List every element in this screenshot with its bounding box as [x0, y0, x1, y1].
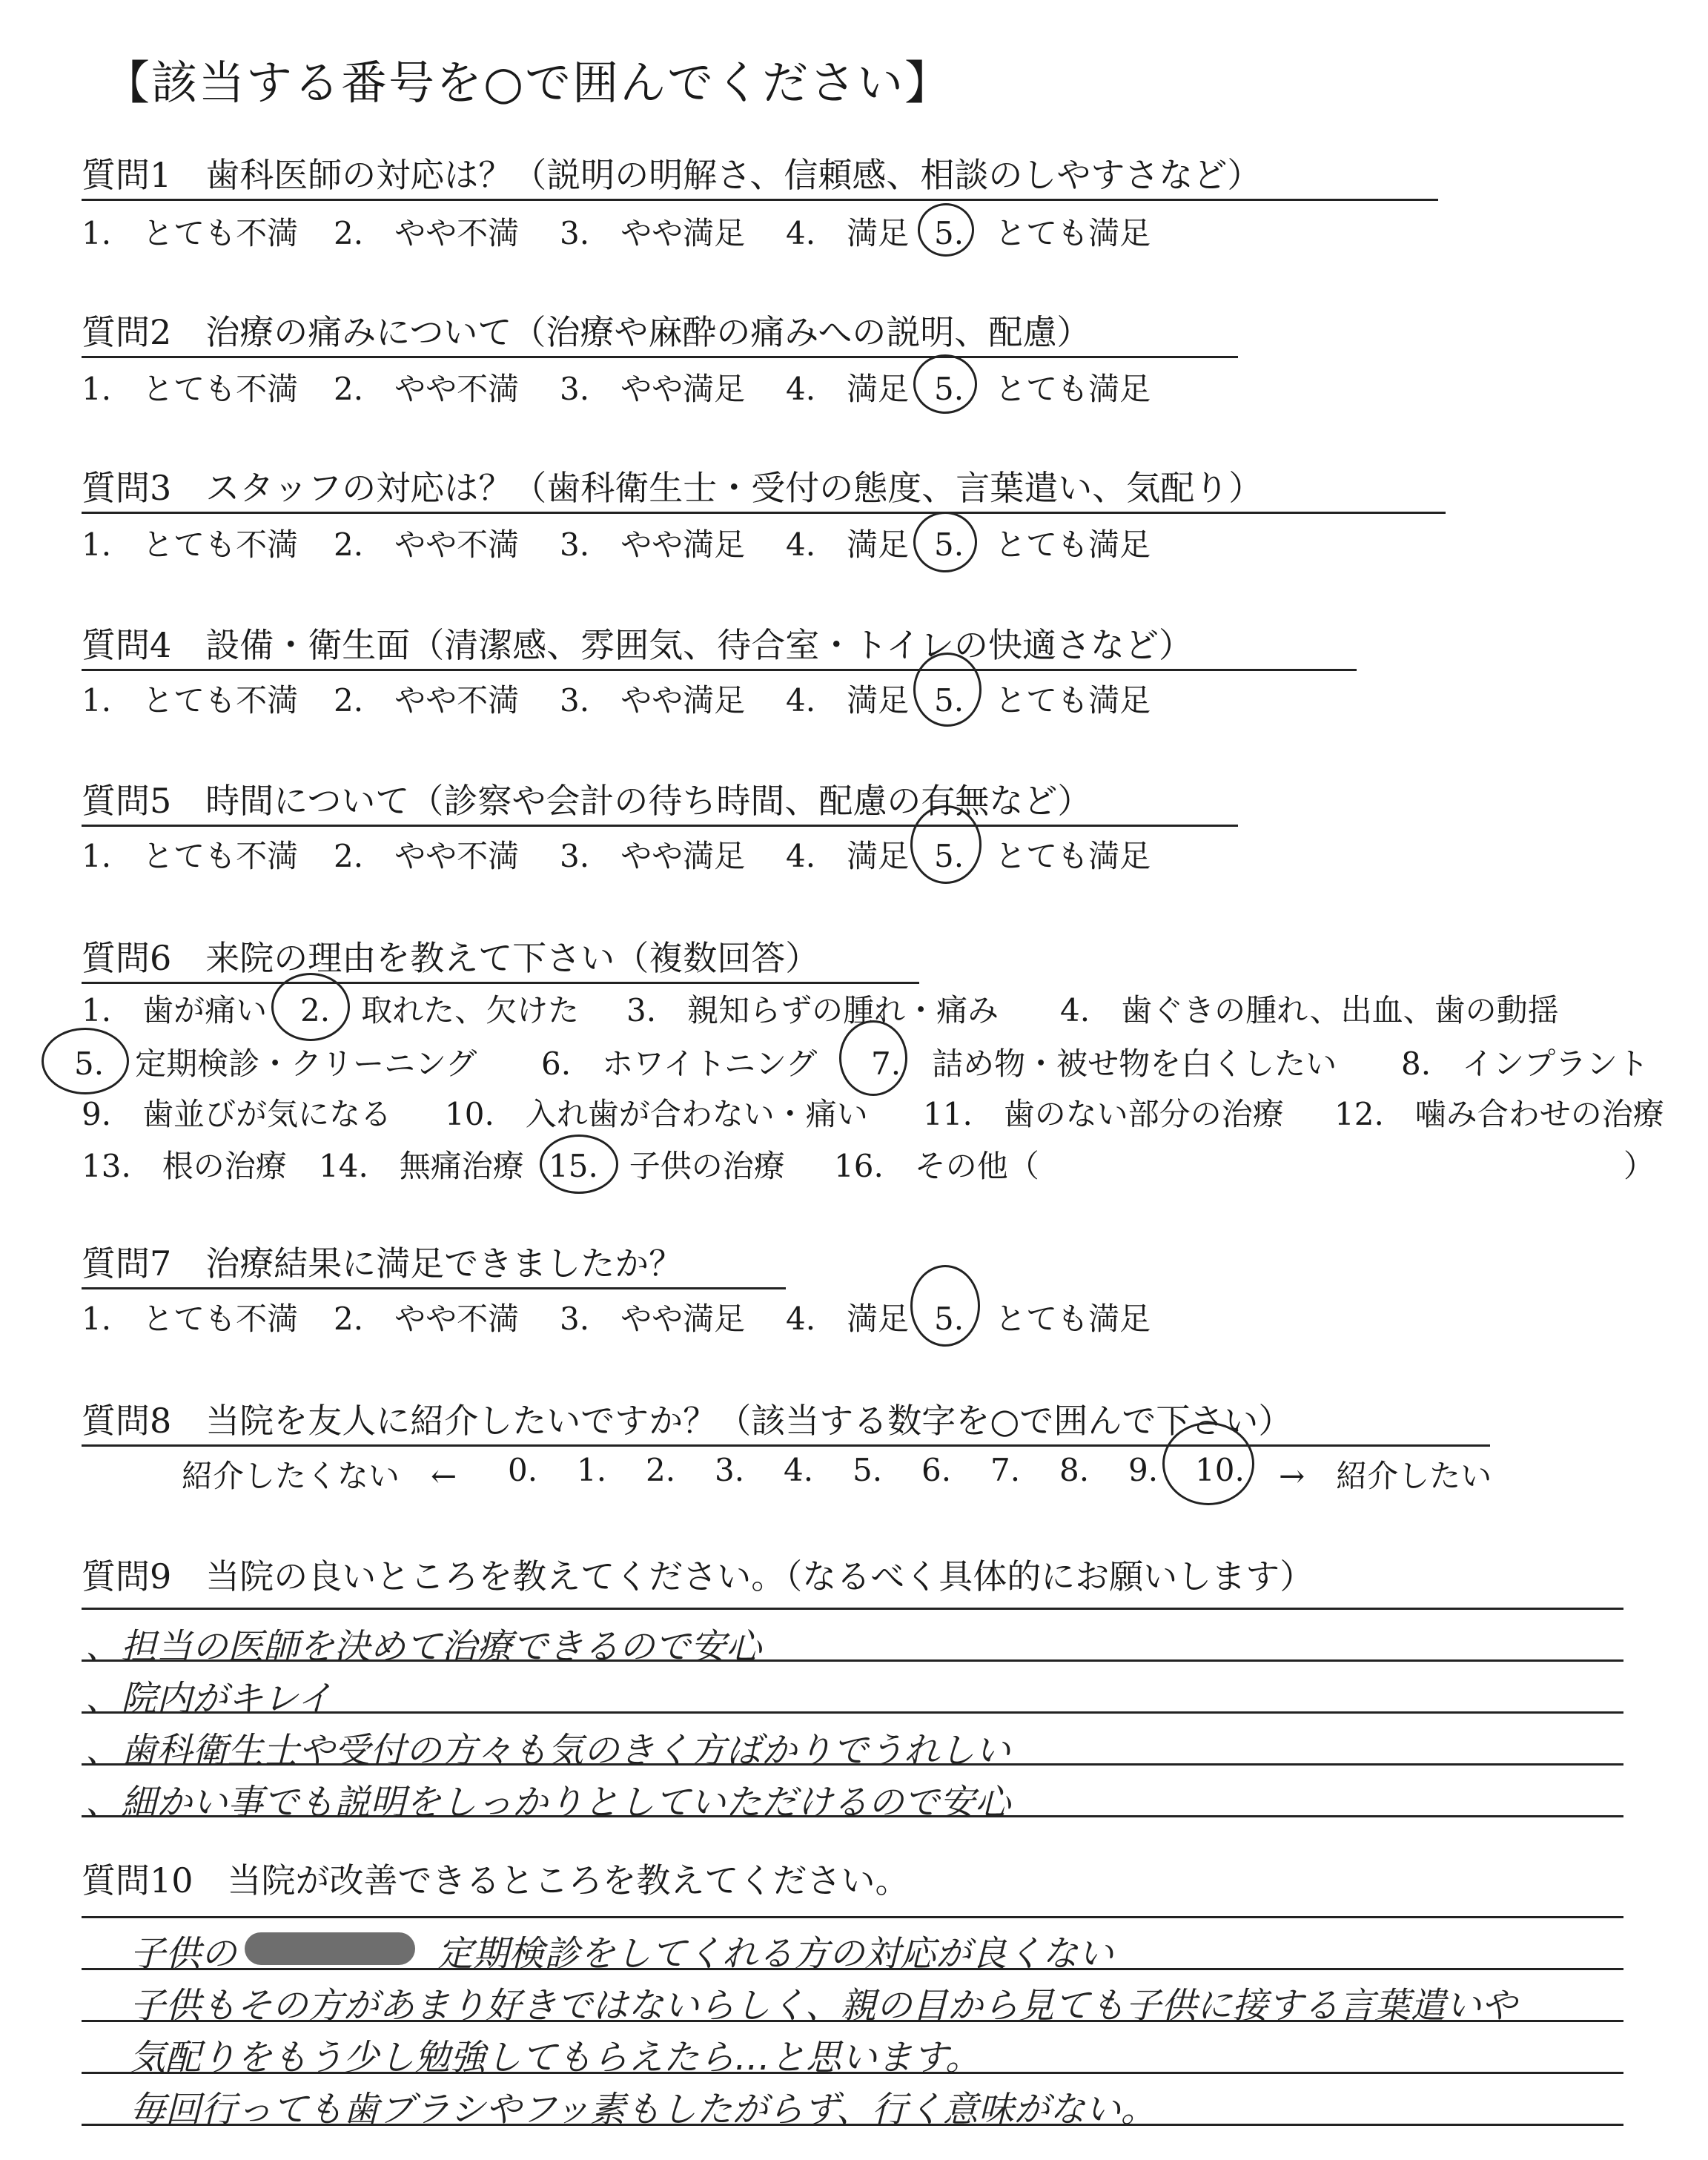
answer-line: [82, 1916, 1623, 1918]
option-3[interactable]: 3. やや満足: [560, 215, 746, 251]
scribbled-out-text: [245, 1932, 415, 1965]
page-header: 【該当する番号を○で囲んでください】: [104, 56, 953, 110]
option-2[interactable]: 2. やや不満: [334, 526, 520, 563]
option-4[interactable]: 4. 満足: [786, 526, 910, 563]
score-9[interactable]: 9.: [1128, 1452, 1159, 1488]
question-5-title: 質問5 時間について（診察や会計の待ち時間、配慮の有無など）: [82, 781, 1092, 821]
question-10-title: 質問10 当院が改善できるところを教えてください。: [82, 1860, 910, 1900]
reason-option-14[interactable]: 14. 無痛治療: [319, 1148, 524, 1184]
option-2[interactable]: 2. やや不満: [334, 1301, 520, 1337]
answer-line: [82, 1608, 1623, 1610]
score-5[interactable]: 5.: [853, 1452, 883, 1488]
handwritten-answer: 定期検診をしてくれる方の対応が良くない: [437, 1933, 1114, 1975]
score-2[interactable]: 2.: [646, 1452, 676, 1488]
selection-circle: [910, 1265, 980, 1347]
option-5[interactable]: 5. とても満足: [934, 215, 1151, 251]
reason-option-16[interactable]: 16. その他（: [834, 1148, 1039, 1184]
question-4-title: 質問4 設備・衛生面（清潔感、雰囲気、待合室・トイレの快適さなど）: [82, 625, 1193, 665]
reason-option-5[interactable]: 5. 定期検診・クリーニング: [74, 1046, 477, 1082]
option-3[interactable]: 3. やや満足: [560, 526, 746, 563]
question-5-underline: [82, 825, 1238, 827]
option-3[interactable]: 3. やや満足: [560, 838, 746, 874]
option-5[interactable]: 5. とても満足: [934, 1301, 1151, 1337]
selection-circle: [913, 354, 977, 414]
score-10[interactable]: 10.: [1195, 1452, 1245, 1488]
option-1[interactable]: 1. とても不満: [82, 838, 299, 874]
question-8-title: 質問8 当院を友人に紹介したいですか？（該当する数字を○で囲んで下さい）: [82, 1401, 1293, 1441]
score-0[interactable]: 0.: [508, 1452, 538, 1488]
selection-circle: [540, 1135, 618, 1194]
question-2-title: 質問2 治療の痛みについて（治療や麻酔の痛みへの説明、配慮）: [82, 312, 1091, 352]
option-2[interactable]: 2. やや不満: [334, 682, 520, 719]
option-1[interactable]: 1. とても不満: [82, 682, 299, 719]
question-2-underline: [82, 356, 1238, 358]
option-2[interactable]: 2. やや不満: [334, 838, 520, 874]
reason-option-1[interactable]: 1. 歯が痛い: [82, 992, 268, 1028]
handwritten-answer: 毎回行っても歯ブラシやフッ素もしたがらず、行く意味がない。: [130, 2089, 1156, 2130]
score-6[interactable]: 6.: [921, 1452, 952, 1488]
option-3[interactable]: 3. やや満足: [560, 682, 746, 719]
handwritten-answer: 、細かい事でも説明をしっかりとしていただけるので安心: [85, 1782, 1011, 1823]
option-2[interactable]: 2. やや不満: [334, 215, 520, 251]
reason-option-2[interactable]: 2. 取れた、欠けた: [300, 992, 580, 1028]
option-2[interactable]: 2. やや不満: [334, 371, 520, 407]
handwritten-answer: 子供もその方があまり好きではないらしく、親の目から見ても子供に接する言葉遣いや: [130, 1985, 1517, 2027]
option-1[interactable]: 1. とても不満: [82, 526, 299, 563]
score-8[interactable]: 8.: [1059, 1452, 1090, 1488]
reason-option-3[interactable]: 3. 親知らずの腫れ・痛み: [626, 992, 999, 1028]
selection-circle: [839, 1020, 907, 1096]
question-1-underline: [82, 199, 1438, 201]
selection-circle: [1162, 1422, 1254, 1505]
selection-circle: [910, 805, 982, 884]
question-3-underline: [82, 512, 1446, 514]
reason-option-16-close: ）: [1623, 1148, 1655, 1184]
question-4-underline: [82, 669, 1357, 671]
selection-circle: [913, 512, 977, 572]
question-8-underline: [82, 1444, 1490, 1447]
score-3[interactable]: 3.: [715, 1452, 745, 1488]
reason-option-6[interactable]: 6. ホワイトニング: [541, 1046, 818, 1082]
reason-option-13[interactable]: 13. 根の治療: [82, 1148, 287, 1184]
handwritten-answer: 子供の: [130, 1933, 237, 1975]
selection-circle: [913, 653, 982, 727]
option-4[interactable]: 4. 満足: [786, 682, 910, 719]
reason-option-12[interactable]: 12. 噛み合わせの治療: [1334, 1096, 1664, 1132]
score-7[interactable]: 7.: [990, 1452, 1021, 1488]
selection-circle: [42, 1028, 129, 1094]
question-3-title: 質問3 スタッフの対応は？（歯科衛生士・受付の態度、言葉遣い、気配り）: [82, 468, 1263, 508]
option-5[interactable]: 5. とても満足: [934, 526, 1151, 563]
option-4[interactable]: 4. 満足: [786, 1301, 910, 1337]
reason-option-15[interactable]: 15. 子供の治療: [549, 1148, 785, 1184]
option-5[interactable]: 5. とても満足: [934, 682, 1151, 719]
reason-option-8[interactable]: 8. インプラント: [1401, 1046, 1649, 1082]
reason-option-11[interactable]: 11. 歯のない部分の治療: [923, 1096, 1284, 1132]
option-1[interactable]: 1. とても不満: [82, 371, 299, 407]
question-6-underline: [82, 982, 919, 984]
handwritten-answer: 、院内がキレイ: [85, 1678, 333, 1720]
option-5[interactable]: 5. とても満足: [934, 371, 1151, 407]
score-1[interactable]: 1.: [577, 1452, 607, 1488]
option-3[interactable]: 3. やや満足: [560, 1301, 746, 1337]
option-5[interactable]: 5. とても満足: [934, 838, 1151, 874]
handwritten-answer: 、担当の医師を決めて治療できるので安心: [85, 1626, 762, 1668]
recommend-right-label: → 紹介したい: [1279, 1458, 1492, 1494]
option-4[interactable]: 4. 満足: [786, 371, 910, 407]
recommend-left-label: 紹介したくない ←: [182, 1458, 457, 1494]
reason-option-4[interactable]: 4. 歯ぐきの腫れ、出血、歯の動揺: [1060, 992, 1559, 1028]
question-6-title: 質問6 来院の理由を教えて下さい（複数回答）: [82, 938, 820, 978]
selection-circle: [271, 973, 350, 1041]
handwritten-answer: 気配りをもう少し勉強してもらえたら…と思います。: [130, 2037, 982, 2078]
score-4[interactable]: 4.: [784, 1452, 814, 1488]
option-4[interactable]: 4. 満足: [786, 838, 910, 874]
handwritten-answer: 、歯科衛生士や受付の方々も気のきく方ばかりでうれしい: [85, 1730, 1011, 1771]
question-9-title: 質問9 当院の良いところを教えてください。（なるべく具体的にお願いします）: [82, 1556, 1314, 1596]
option-3[interactable]: 3. やや満足: [560, 371, 746, 407]
option-1[interactable]: 1. とても不満: [82, 1301, 299, 1337]
option-1[interactable]: 1. とても不満: [82, 215, 299, 251]
question-1-title: 質問1 歯科医師の対応は？（説明の明解さ、信頼感、相談のしやすさなど）: [82, 155, 1262, 195]
reason-option-9[interactable]: 9. 歯並びが気になる: [82, 1096, 392, 1132]
option-4[interactable]: 4. 満足: [786, 215, 910, 251]
reason-option-7[interactable]: 7. 詰め物・被せ物を白くしたい: [871, 1046, 1337, 1082]
question-7-underline: [82, 1287, 786, 1289]
reason-option-10[interactable]: 10. 入れ歯が合わない・痛い: [445, 1096, 868, 1132]
selection-circle: [918, 203, 974, 257]
question-7-title: 質問7 治療結果に満足できましたか？: [82, 1244, 683, 1284]
